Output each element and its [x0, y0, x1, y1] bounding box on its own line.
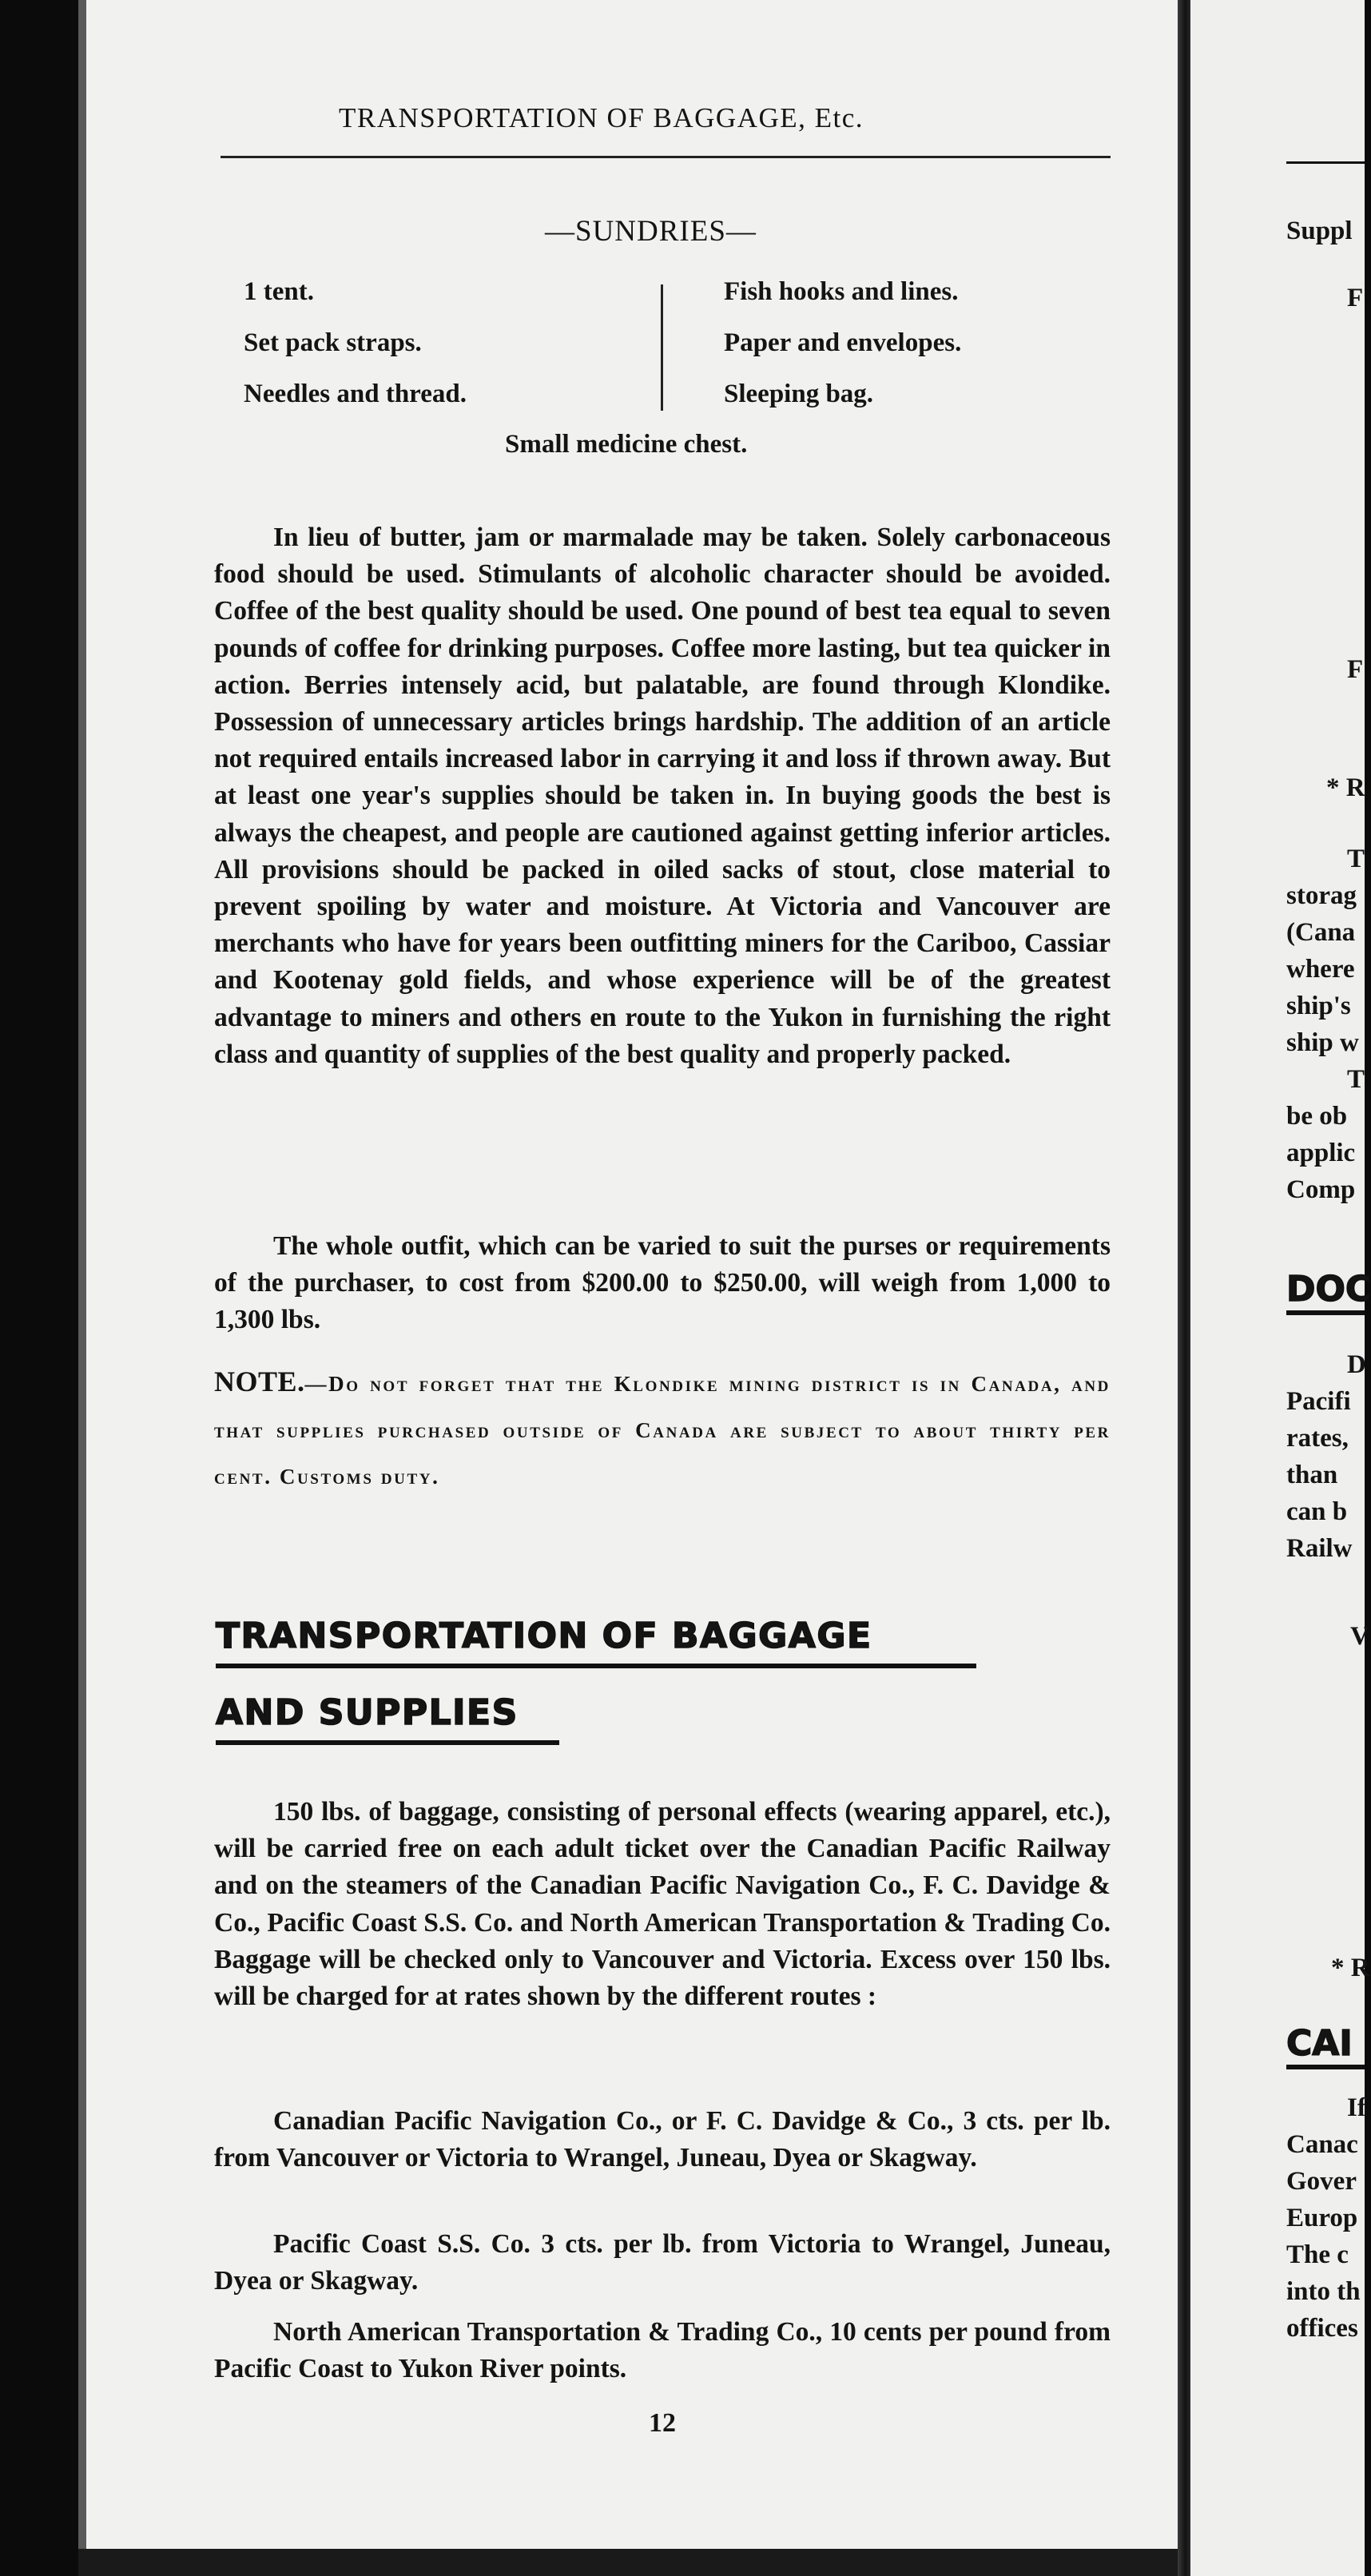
sundry-item: Sleeping bag.	[724, 380, 874, 408]
rate-paragraph: Pacific Coast S.S. Co. 3 cts. per lb. from Victoria to Wrangel, Juneau, Dyea or Skagway.	[214, 2229, 1111, 2296]
book-gutter	[1178, 0, 1190, 2576]
facing-heading-underline	[1286, 1310, 1365, 1315]
facing-line: F	[1347, 655, 1364, 684]
rate-paragraph: Canadian Pacific Navigation Co., or F. C. Davidge & Co., 3 cts. per lb. from Vancouver or Victoria to Wrangel, Juneau, Dyea or Skagway.	[214, 2106, 1111, 2173]
outfit-paragraph: The whole outfit, which can be varied to suit the purses or requirements of the purchaser, to cost from $200.00 to $250.00, will weigh from 1,000 to 1,300 lbs.	[214, 1231, 1111, 1335]
note-label: NOTE.	[214, 1366, 305, 1397]
heading-underline	[216, 1740, 559, 1745]
facing-line: than	[1286, 1461, 1338, 1489]
facing-line: rates,	[1286, 1424, 1349, 1453]
facing-line: ship's	[1286, 992, 1351, 1020]
facing-line: Pacifi	[1286, 1387, 1351, 1416]
facing-heading-underline	[1286, 2065, 1365, 2069]
header-rule	[221, 156, 1111, 158]
facing-line: applic	[1286, 1139, 1356, 1167]
facing-line: (Cana	[1286, 918, 1356, 947]
running-head: TRANSPORTATION OF BAGGAGE, Etc.	[339, 102, 864, 133]
facing-line: can b	[1286, 1497, 1348, 1526]
facing-line: into th	[1286, 2277, 1361, 2306]
section-heading-line2: AND SUPPLIES	[216, 1692, 519, 1733]
sundry-item: Fish hooks and lines.	[724, 277, 959, 306]
facing-line: Europ	[1286, 2204, 1358, 2232]
page-bottom-edge	[78, 2549, 1178, 2576]
facing-line: Comp	[1286, 1175, 1356, 1204]
facing-line: where	[1286, 955, 1355, 984]
facing-line: Railw	[1286, 1534, 1353, 1563]
facing-line: T	[1347, 845, 1365, 873]
sundries-column-divider	[661, 284, 663, 411]
sundry-item: Set pack straps.	[244, 328, 422, 357]
facing-line: F	[1347, 284, 1364, 312]
sundry-item: Paper and envelopes.	[724, 328, 962, 357]
facing-heading: DOC	[1286, 1269, 1371, 1310]
facing-line: Gover	[1286, 2167, 1357, 2196]
page-number: 12	[649, 2408, 676, 2438]
sundries-title: —SUNDRIES—	[545, 215, 757, 248]
baggage-intro-paragraph: 150 lbs. of baggage, consisting of personal effects (wearing apparel, etc.), will be carried free on each adult ticket over the Canadian Pacific Railway and on the steamers of the Canadian Pacific Navigation Co., F. C. Davidge & Co., Pacific Coast S.S. Co. and North American Transportation & Trading Co. Baggage will be checked only to Vancouver and Victoria. Excess over 150 lbs. will be charged for at rates shown by the different routes :	[214, 1797, 1111, 2012]
section-heading-line1: TRANSPORTATION OF BAGGAGE	[216, 1616, 872, 1656]
heading-underline	[216, 1664, 976, 1668]
facing-line: Canac	[1286, 2130, 1358, 2159]
facing-line: * R	[1326, 773, 1365, 802]
note-text: —Do not forget that the Klondike mining district is in Canada, and that supplies purchased outside of Canada are subject to about thirty per cent. Customs duty.	[214, 1372, 1111, 1489]
facing-line: D	[1347, 1350, 1366, 1379]
facing-line: V	[1350, 1622, 1369, 1651]
facing-header-rule	[1286, 161, 1365, 164]
facing-line: Suppl	[1286, 217, 1353, 245]
facing-line: be ob	[1286, 1102, 1348, 1131]
facing-line: The c	[1286, 2240, 1349, 2269]
sundry-item-centered: Small medicine chest.	[505, 430, 748, 459]
advice-paragraph: In lieu of butter, jam or marmalade may be taken. Solely carbonaceous food should be used. Stimulants of alcoholic character should be avoided. Coffee of the best quality should be used. One pound of best tea equal to seven pounds of coffee for drinking purposes. Coffee more lasting, but tea quicker in action. Berries intensely acid, but palatable, are found through Klondike. Possession of unnecessary articles brings hardship. The addition of an article not required entails increased labor in carrying it and loss if thrown away. But at least one year's supplies should be taken in. In buying goods the best is always the cheapest, and people are cautioned against getting inferior articles. All provisions should be packed in oiled sacks of stout, close material to prevent spoiling by water and moisture. At Victoria and Vancouver are merchants who have for years been outfitting miners for the Cariboo, Cassiar and Kootenay gold fields, and whose experience will be of the greatest advantage to miners and others en route to the Yukon in furnishing the right class and quantity of supplies of the best quality and properly packed.	[214, 523, 1111, 1069]
rate-paragraph: North American Transportation & Trading Co., 10 cents per pound from Pacific Coast to Yukon River points.	[214, 2317, 1111, 2384]
sundry-item: 1 tent.	[244, 277, 314, 306]
sundry-item: Needles and thread.	[244, 380, 467, 408]
facing-line: If	[1347, 2093, 1366, 2122]
facing-line: ship w	[1286, 1028, 1359, 1057]
facing-heading: CAI	[1286, 2023, 1353, 2064]
facing-line: storag	[1286, 881, 1357, 910]
customs-note	[214, 1358, 1111, 1500]
facing-line: offices	[1286, 2314, 1358, 2343]
facing-line: T	[1347, 1065, 1365, 1094]
facing-line: * R	[1331, 1954, 1370, 1982]
